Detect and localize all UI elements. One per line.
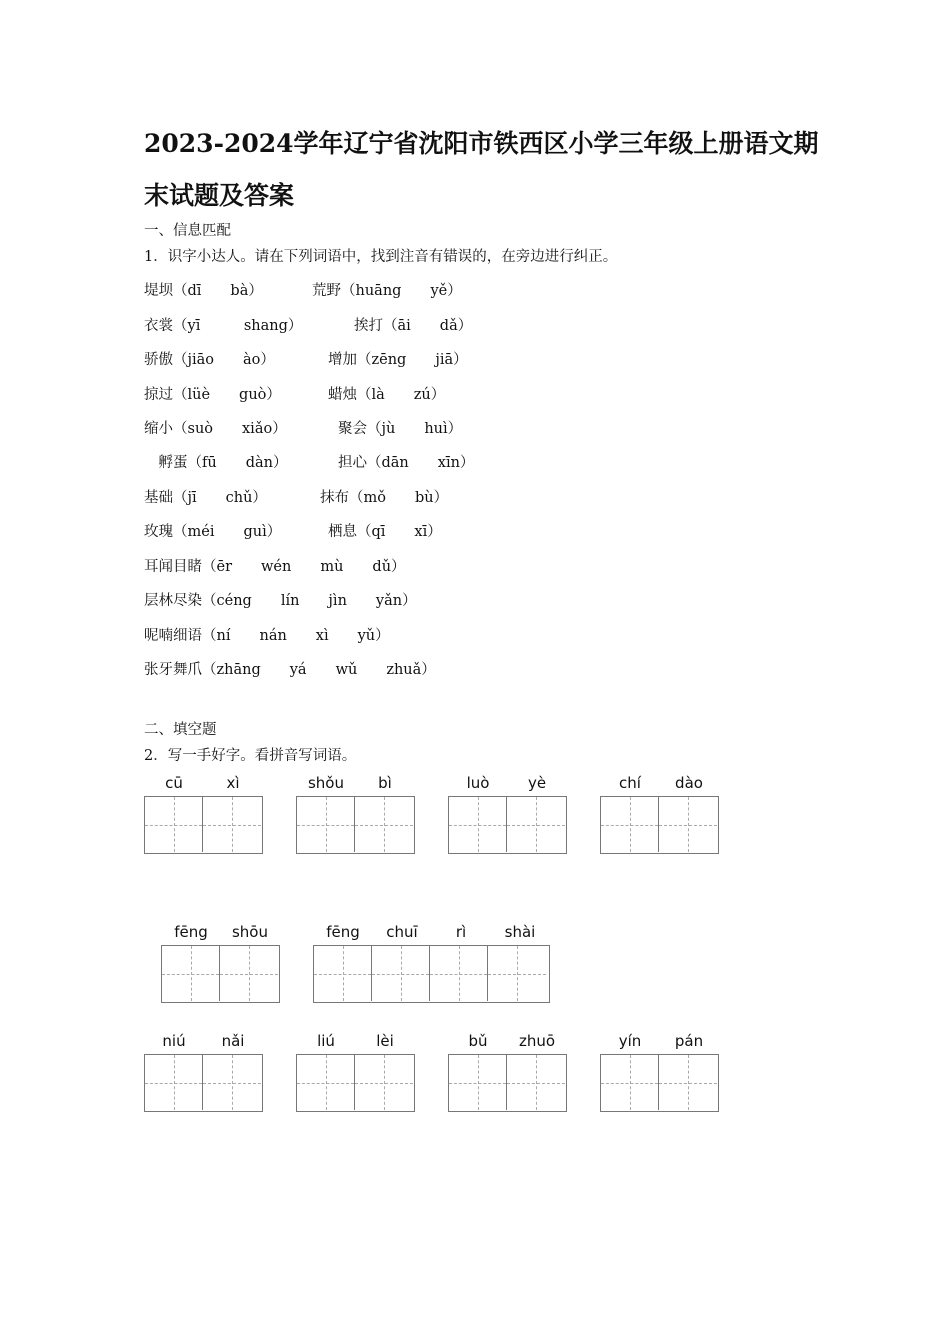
- pinyin-item: 缩小（suò xiǎo）: [144, 421, 287, 437]
- pinyin-label: liú: [317, 1032, 335, 1050]
- document-title: 2023-2024学年辽宁省沈阳市铁西区小学三年级上册语文期末试题及答案: [144, 129, 819, 210]
- pinyin-label: bì: [378, 774, 392, 792]
- pinyin-label: bǔ: [468, 1032, 488, 1050]
- pinyin-label: shài: [504, 923, 536, 941]
- pinyin-item: 抹布（mǒ bù）: [320, 490, 449, 506]
- pinyin-item: 层林尽染（céng lín jìn yǎn）: [144, 593, 417, 609]
- pinyin-label: yè: [527, 774, 547, 792]
- pinyin-label: fēng: [326, 923, 360, 941]
- pinyin-item: 基础（jī chǔ）: [144, 490, 267, 506]
- pinyin-item: 衣裳（yī shang）: [144, 318, 303, 334]
- tian-zi-cell[interactable]: [355, 797, 413, 852]
- pinyin-item: 挨打（āi dǎ）: [354, 318, 473, 334]
- tian-zi-cell[interactable]: [203, 1055, 261, 1110]
- pinyin-item: 担心（dān xīn）: [338, 455, 475, 471]
- pinyin-label: xì: [226, 774, 240, 792]
- pinyin-label: fēng: [174, 923, 208, 941]
- pinyin-label: rì: [455, 923, 467, 941]
- tian-zi-cell[interactable]: [601, 1055, 659, 1110]
- pinyin-label: luò: [466, 774, 490, 792]
- pinyin-item: 掠过（lüè guò）: [144, 387, 281, 403]
- section-heading-2: 二、填空题: [144, 722, 217, 738]
- tian-zi-cell[interactable]: [601, 797, 659, 852]
- pinyin-label: lèi: [376, 1032, 394, 1050]
- pinyin-label: dào: [675, 774, 703, 792]
- tian-zi-cell[interactable]: [145, 1055, 203, 1110]
- tian-zi-cell[interactable]: [297, 1055, 355, 1110]
- pinyin-item: 增加（zēng jiā）: [328, 352, 468, 368]
- tian-zi-cell[interactable]: [372, 946, 430, 1001]
- pinyin-item: 呢喃细语（ní nán xì yǔ）: [144, 628, 390, 644]
- pinyin-item: 张牙舞爪（zhāng yá wǔ zhuǎ）: [144, 662, 436, 678]
- tian-zi-cell[interactable]: [507, 797, 565, 852]
- tian-zi-cell[interactable]: [297, 797, 355, 852]
- pinyin-label: niú: [162, 1032, 186, 1050]
- pinyin-item: 堤坝（dī bà）: [144, 283, 263, 299]
- pinyin-item: 栖息（qī xī）: [328, 524, 442, 540]
- pinyin-label: nǎi: [221, 1032, 245, 1050]
- pinyin-item: 玫瑰（méi guì）: [144, 524, 282, 540]
- pinyin-label: chí: [619, 774, 641, 792]
- pinyin-label: yín: [618, 1032, 642, 1050]
- tian-zi-cell[interactable]: [449, 797, 507, 852]
- pinyin-item: 耳闻目睹（ēr wén mù dǔ）: [144, 559, 406, 575]
- question-2: 2．写一手好字。看拼音写词语。: [144, 748, 357, 764]
- tian-zi-cell[interactable]: [314, 946, 372, 1001]
- pinyin-label: zhuō: [518, 1032, 556, 1050]
- tian-zi-cell[interactable]: [145, 797, 203, 852]
- pinyin-label: shōu: [231, 923, 268, 941]
- pinyin-item: 孵蛋（fū dàn）: [144, 455, 288, 471]
- tian-zi-cell[interactable]: [162, 946, 220, 1001]
- tian-zi-cell[interactable]: [659, 797, 717, 852]
- tian-zi-cell[interactable]: [220, 946, 278, 1001]
- pinyin-label: cū: [165, 774, 183, 792]
- pinyin-item: 蜡烛（là zú）: [328, 387, 446, 403]
- question-1: 1．识字小达人。请在下列词语中，找到注音有错误的，在旁边进行纠正。: [144, 249, 618, 265]
- pinyin-item: 聚会（jù huì）: [338, 421, 463, 437]
- pinyin-item: 骄傲（jiāo ào）: [144, 352, 275, 368]
- tian-zi-cell[interactable]: [659, 1055, 717, 1110]
- tian-zi-cell[interactable]: [203, 797, 261, 852]
- tian-zi-cell[interactable]: [488, 946, 546, 1001]
- pinyin-label: shǒu: [307, 774, 344, 792]
- section-heading-1: 一、信息匹配: [144, 223, 231, 239]
- tian-zi-cell[interactable]: [430, 946, 488, 1001]
- pinyin-item: 荒野（huāng yě）: [312, 283, 462, 299]
- tian-zi-cell[interactable]: [507, 1055, 565, 1110]
- pinyin-label: chuī: [386, 923, 418, 941]
- pinyin-label: pán: [674, 1032, 704, 1050]
- tian-zi-cell[interactable]: [355, 1055, 413, 1110]
- tian-zi-cell[interactable]: [449, 1055, 507, 1110]
